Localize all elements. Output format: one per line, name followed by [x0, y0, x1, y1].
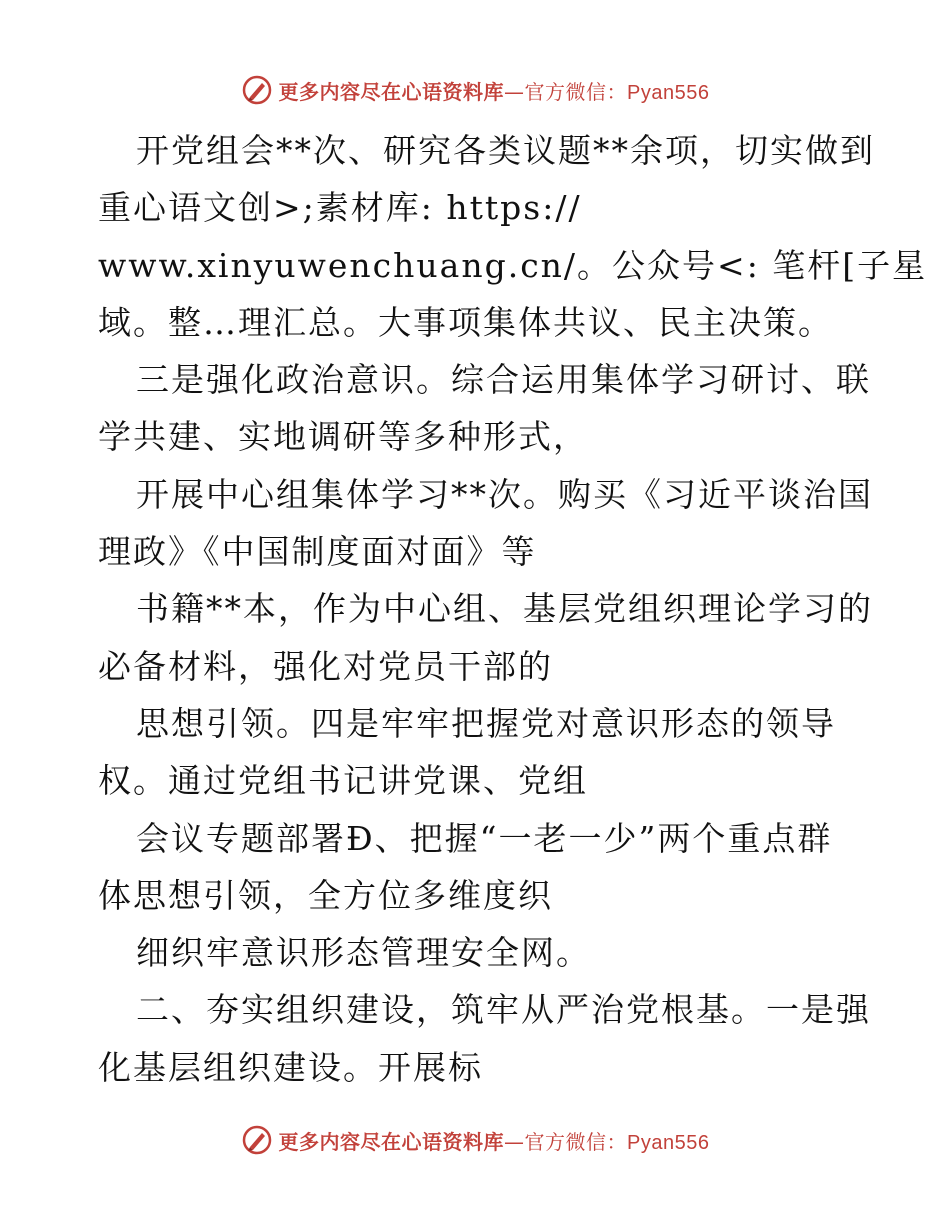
body-line: 体思想引领，全方位多维度织 — [98, 875, 553, 915]
footer-banner — [0, 1120, 950, 1160]
document-body — [98, 122, 928, 1096]
footer-dash: — — [504, 1129, 525, 1154]
header-wechat-id: Pyan556 — [627, 81, 710, 104]
body-line: 思想引领。四是牢牢把握党对意识形态的领导 — [136, 703, 836, 743]
body-line: 域。整…理汇总。大事项集体共议、民主决策。 — [98, 302, 833, 342]
footer-banner-text — [279, 1126, 710, 1155]
footer-brand: 更多内容尽在心语资料库 — [278, 1129, 505, 1154]
footer-wechat-id: Pyan556 — [627, 1131, 710, 1154]
pen-logo-icon — [241, 1124, 273, 1156]
body-line: 书籍**本，作为中心组、基层党组织理论学习的 — [136, 589, 873, 629]
header-banner — [0, 70, 950, 110]
body-line: 学共建、实地调研等多种形式， — [98, 417, 588, 457]
body-line: 必备材料，强化对党员干部的 — [98, 646, 553, 686]
pen-logo-icon — [241, 74, 273, 106]
body-line: 重心语文创>;素材库: https:// — [98, 188, 582, 228]
body-line: 细织牢意识形态管理安全网。 — [136, 933, 591, 973]
header-wechat-label: 官方微信： — [524, 79, 628, 104]
body-line: 权。通过党组书记讲党课、党组 — [98, 761, 588, 801]
body-line: www.xinyuwenchuang.cn/。公众号<: 笔杆[子星 — [98, 245, 928, 285]
body-line: 开党组会**次、研究各类议题**余项，切实做到 — [136, 131, 875, 170]
footer-wechat-label: 官方微信： — [524, 1129, 628, 1154]
header-banner-text — [279, 76, 710, 105]
header-dash: — — [504, 79, 525, 104]
body-line: 开展中心组集体学习**次。购买《习近平谈治国 — [136, 474, 873, 514]
body-line: 会议专题部署Đ、把握“一老一少”两个重点群 — [136, 818, 833, 858]
body-line: 理政》《中国制度面对面》等 — [98, 532, 537, 572]
body-line: 二、夯实组织建设，筑牢从严治党根基。一是强 — [136, 990, 871, 1030]
header-brand: 更多内容尽在心语资料库 — [278, 79, 505, 104]
body-line: 化基层组织建设。开展标 — [98, 1047, 483, 1087]
body-line: 三是强化政治意识。综合运用集体学习研讨、联 — [136, 360, 871, 400]
